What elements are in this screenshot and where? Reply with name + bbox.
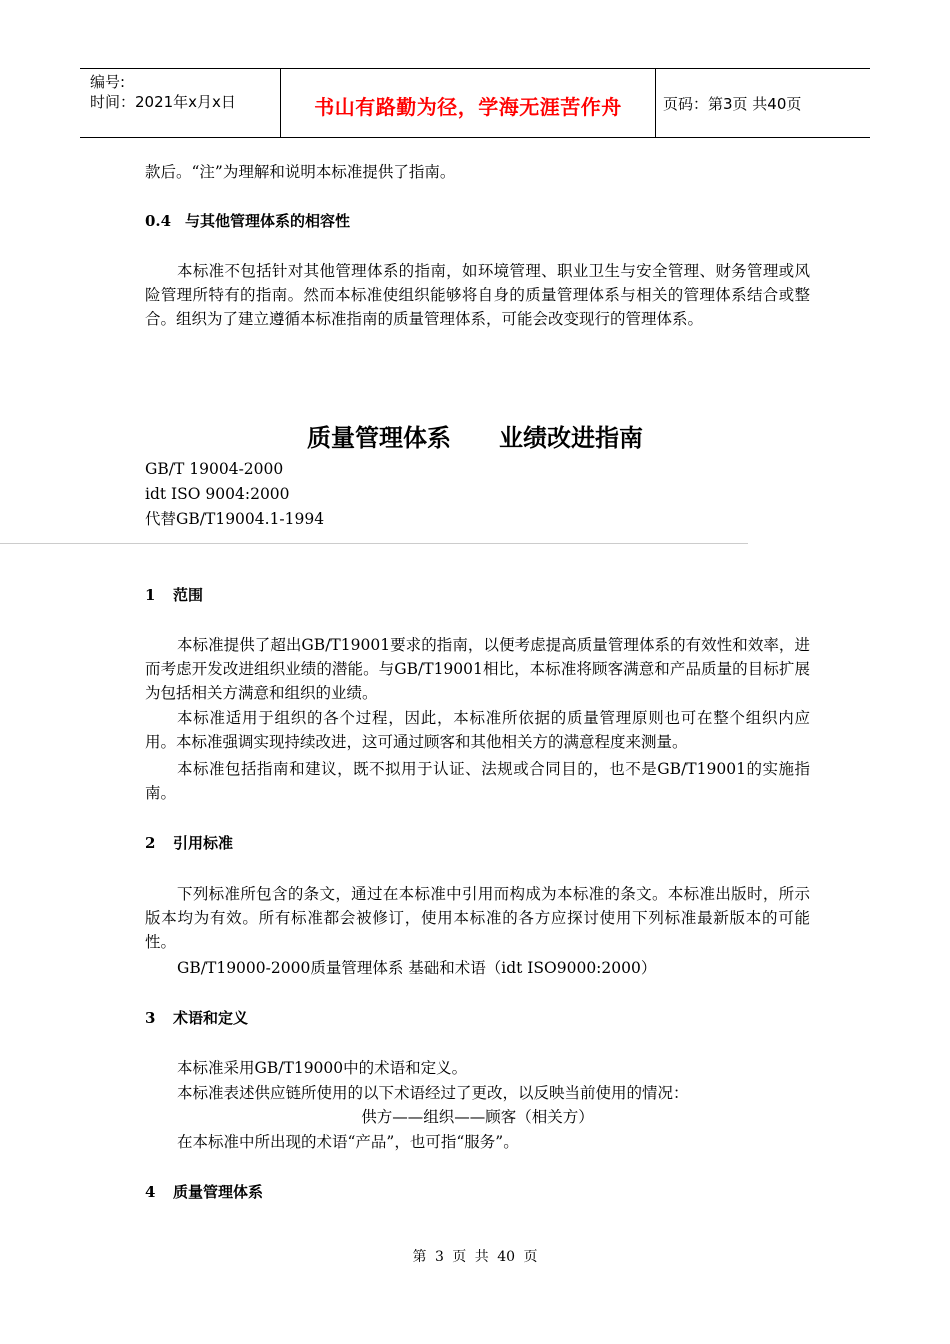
section-2-paragraph: 下列标准所包含的条文，通过在本标准中引用而构成为本标准的条文。本标准出版时，所示版本均为有效。所有标准都会被修订，使用本标准的各方应探讨使用下列标准最新版本的可能性。 [145, 885, 810, 951]
header-number-label: 编号: [90, 73, 126, 91]
header-page-label: 页码：第3页 共40页 [663, 95, 802, 113]
document-title-part2: 业绩改进指南 [499, 424, 643, 452]
header-motto: 书山有路勤为径，学海无涯苦作舟 [314, 95, 622, 119]
section-heading-0-4 [145, 210, 350, 231]
section-number: 3 [145, 1009, 156, 1027]
section-1-paragraph: 本标准适用于组织的各个过程，因此，本标准所依据的质量管理原则也可在整个组织内应用。本标准强调实现持续改进，这可通过顾客和其他相关方的满意程度来测量。 [145, 709, 810, 751]
standard-code: 代替GB/T19004.1-1994 [145, 510, 325, 528]
section-heading-2 [145, 832, 233, 853]
standard-code: GB/T 19004-2000 [145, 460, 284, 478]
section-number: 0.4 [145, 212, 172, 230]
divider [0, 543, 748, 544]
section-title: 质量管理体系 [173, 1183, 264, 1201]
section-2-reference: GB/T19000-2000质量管理体系 基础和术语（idt ISO9000:2000） [177, 959, 657, 977]
section-heading-4 [145, 1181, 263, 1202]
section-3-line: 在本标准中所出现的术语“产品”，也可指“服务”。 [177, 1133, 519, 1151]
header-info-cell [80, 69, 280, 137]
section-heading-1 [145, 584, 203, 605]
section-title: 范围 [173, 586, 204, 604]
intro-continuation: 款后。“注”为理解和说明本标准提供了指南。 [145, 163, 456, 181]
section-title: 术语和定义 [173, 1009, 249, 1027]
header-date-label: 时间：2021年x月x日 [90, 93, 236, 111]
document-title-part1: 质量管理体系 [307, 424, 451, 452]
document-title [0, 418, 950, 453]
term-chain: 供方——组织——顾客（相关方） [361, 1108, 594, 1126]
section-number: 1 [145, 586, 156, 604]
header-page-cell [655, 69, 870, 137]
section-0-4-paragraph: 本标准不包括针对其他管理体系的指南，如环境管理、职业卫生与安全管理、财务管理或风险管理所特有的指南。然而本标准使组织能够将自身的质量管理体系与相关的管理体系结合或整合。组织为了建立遵循本标准指南的质量管理体系，可能会改变现行的管理体系。 [145, 262, 810, 328]
section-title: 与其他管理体系的相容性 [185, 212, 351, 230]
section-1-paragraph: 本标准提供了超出GB/T19001要求的指南，以便考虑提高质量管理体系的有效性和效率，进而考虑开发改进组织业绩的潜能。与GB/T19001相比，本标准将顾客满意和产品质量的目标扩展为包括相关方满意和组织的业绩。 [145, 636, 810, 702]
section-3-line: 本标准表述供应链所使用的以下术语经过了更改，以反映当前使用的情况： [177, 1084, 689, 1102]
page-footer: 第 3 页 共 40 页 [412, 1249, 538, 1265]
page-header [80, 68, 870, 138]
standard-code: idt ISO 9004:2000 [145, 485, 290, 503]
section-1-paragraph: 本标准包括指南和建议，既不拟用于认证、法规或合同目的，也不是GB/T19001的实施指南。 [145, 760, 810, 802]
section-title: 引用标准 [173, 834, 234, 852]
section-3-line: 本标准采用GB/T19000中的术语和定义。 [177, 1059, 468, 1077]
header-motto-cell [280, 69, 656, 137]
section-number: 4 [145, 1183, 156, 1201]
section-heading-3 [145, 1007, 248, 1028]
section-number: 2 [145, 834, 156, 852]
